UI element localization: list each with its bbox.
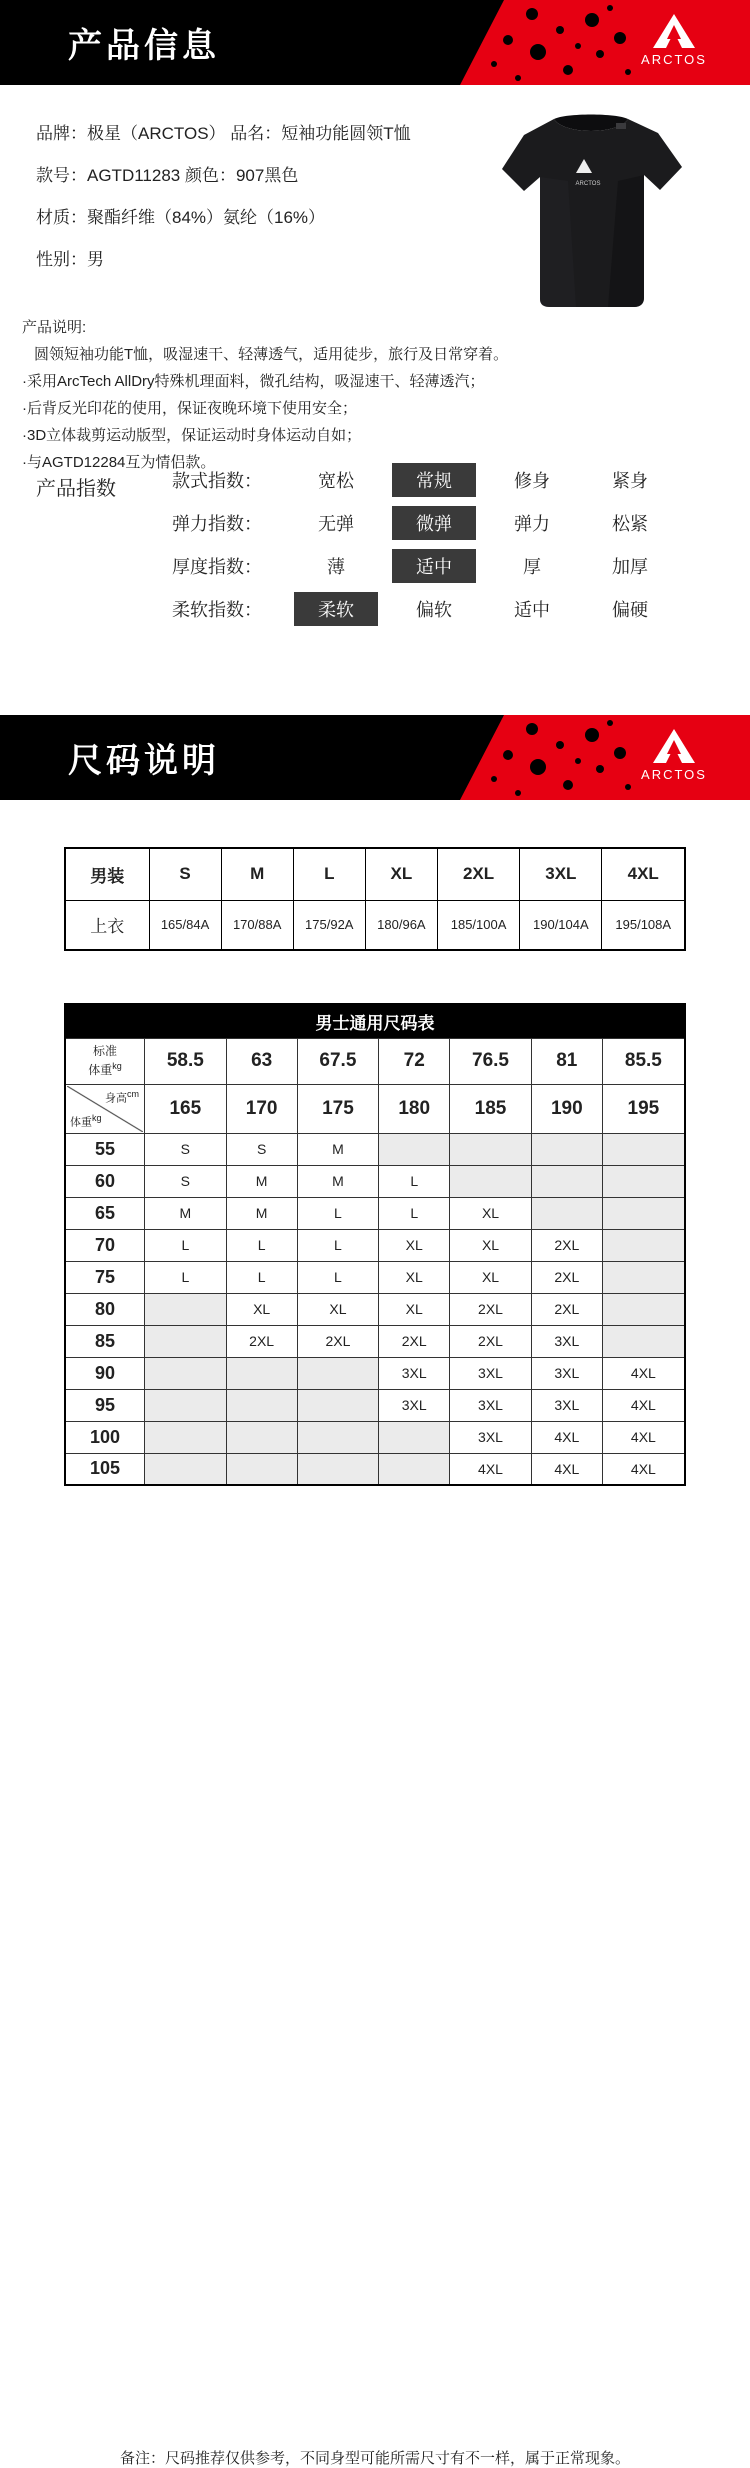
size-cell: L	[297, 1229, 379, 1261]
weight-label: 90	[65, 1357, 145, 1389]
arctos-logo-text-2: ARCTOS	[641, 767, 707, 782]
weight-label: 55	[65, 1133, 145, 1165]
size-cell: XL	[379, 1229, 450, 1261]
height-3: 175	[297, 1084, 379, 1133]
size-cell-empty	[145, 1325, 227, 1357]
size-cell: 3XL	[531, 1357, 602, 1389]
label-line1: 标准	[92, 1044, 117, 1058]
attr-model: 款号：AGTD11283 颜色：907黑色	[36, 166, 299, 185]
size-cell: 2XL	[297, 1325, 379, 1357]
height-5: 185	[450, 1084, 532, 1133]
size-cell-empty	[602, 1197, 685, 1229]
size-cell-empty	[602, 1293, 685, 1325]
std-weight-2: 63	[226, 1038, 297, 1084]
product-info-title: 产品信息	[68, 27, 220, 65]
arctos-logo-2	[624, 727, 724, 787]
index-option-selected: 适中	[392, 549, 476, 583]
size-info-banner	[0, 715, 750, 800]
size-cell-empty	[531, 1197, 602, 1229]
weight-label: 105	[65, 1453, 145, 1485]
indices-table	[172, 458, 686, 630]
size-cell: M	[297, 1165, 379, 1197]
indices-label: 产品指数	[36, 478, 116, 500]
size-cell: XL	[450, 1197, 532, 1229]
index-option-selected: 柔软	[294, 592, 378, 626]
weight-label: 70	[65, 1229, 145, 1261]
size-cell: 4XL	[450, 1453, 532, 1485]
index-row-softness	[172, 587, 686, 630]
size-cell: M	[226, 1197, 297, 1229]
table-row	[65, 1229, 685, 1261]
size-cell: XL	[379, 1261, 450, 1293]
height-7: 195	[602, 1084, 685, 1133]
table-row	[65, 1133, 685, 1165]
index-option: 无弹	[318, 513, 354, 534]
product-image	[466, 95, 716, 325]
size-cell-empty	[602, 1261, 685, 1293]
weight-label: 65	[65, 1197, 145, 1229]
axis-height-unit: cm	[127, 1088, 139, 1099]
axis-weight-label	[70, 1112, 102, 1130]
size-cell-empty	[379, 1421, 450, 1453]
size-cell: 2XL	[531, 1229, 602, 1261]
size-cell-empty	[145, 1421, 227, 1453]
th-men: 男装	[65, 848, 149, 900]
size-cell: L	[226, 1229, 297, 1261]
cell-size-3xl: 190/104A	[520, 900, 602, 950]
size-cell: S	[226, 1133, 297, 1165]
arctos-logo	[624, 12, 724, 72]
height-2: 170	[226, 1084, 297, 1133]
table-row	[65, 848, 685, 900]
description-line-3: ·后背反光印花的使用，保证夜晚环境下使用安全；	[22, 400, 357, 417]
product-info-banner	[0, 0, 750, 85]
size-cell: 2XL	[226, 1325, 297, 1357]
size-cell-empty	[297, 1421, 379, 1453]
size-cell: L	[379, 1165, 450, 1197]
size-cell-empty	[297, 1389, 379, 1421]
description-title: 产品说明:	[22, 319, 87, 336]
axis-corner-cell	[65, 1084, 145, 1133]
size-cell: 3XL	[531, 1389, 602, 1421]
size-cell-empty	[450, 1165, 532, 1197]
size-cell: XL	[226, 1293, 297, 1325]
size-chart-table	[64, 1003, 686, 1486]
index-option: 松紧	[612, 513, 648, 534]
size-cell: 3XL	[379, 1357, 450, 1389]
index-name-style: 款式指数：	[172, 470, 262, 491]
table-row	[65, 1038, 685, 1084]
size-info-title: 尺码说明	[68, 742, 220, 780]
size-cell: L	[297, 1261, 379, 1293]
axis-height-label	[105, 1088, 139, 1106]
size-cell-empty	[379, 1453, 450, 1485]
index-name-elasticity: 弹力指数：	[172, 513, 262, 534]
cell-size-m: 170/88A	[221, 900, 293, 950]
label-line2: 体重	[88, 1063, 113, 1077]
size-cell-empty	[297, 1357, 379, 1389]
label-unit: kg	[112, 1061, 122, 1071]
weight-label: 75	[65, 1261, 145, 1293]
std-weight-4: 72	[379, 1038, 450, 1084]
arctos-mark-icon	[651, 12, 697, 50]
size-cell: 4XL	[602, 1453, 685, 1485]
size-cell: 2XL	[531, 1261, 602, 1293]
size-table-basic	[64, 847, 686, 951]
axis-weight-text: 体重	[70, 1116, 92, 1129]
size-cell: 3XL	[450, 1357, 532, 1389]
std-weight-6: 81	[531, 1038, 602, 1084]
size-chart-caption: 男士通用尺码表	[65, 1004, 685, 1038]
size-cell-empty	[226, 1453, 297, 1485]
size-cell-empty	[602, 1165, 685, 1197]
std-weight-1: 58.5	[145, 1038, 227, 1084]
size-cell-empty	[297, 1453, 379, 1485]
size-cell: S	[145, 1165, 227, 1197]
index-option: 宽松	[318, 470, 354, 491]
attr-gender: 性别：男	[36, 250, 104, 269]
table-row	[65, 1421, 685, 1453]
index-option: 修身	[514, 470, 550, 491]
size-cell-empty	[602, 1325, 685, 1357]
table-row	[65, 1293, 685, 1325]
table-row	[65, 1165, 685, 1197]
size-cell: 3XL	[379, 1389, 450, 1421]
diagonal-divider	[67, 1086, 143, 1132]
size-cell-empty	[602, 1133, 685, 1165]
height-6: 190	[531, 1084, 602, 1133]
weight-label: 85	[65, 1325, 145, 1357]
size-cell: 4XL	[602, 1389, 685, 1421]
description-line-2: ·采用ArcTech AllDry特殊机理面料，微孔结构，吸湿速干、轻薄透汽；	[22, 373, 485, 390]
th-4xl: 4XL	[602, 848, 685, 900]
size-cell-empty	[531, 1165, 602, 1197]
size-cell-empty	[531, 1133, 602, 1165]
size-cell: L	[145, 1229, 227, 1261]
index-name-thickness: 厚度指数：	[172, 556, 262, 577]
product-info-section	[0, 85, 750, 620]
size-cell-empty	[226, 1421, 297, 1453]
std-weight-3: 67.5	[297, 1038, 379, 1084]
size-cell: 3XL	[450, 1389, 532, 1421]
size-chart-wrapper	[64, 1003, 686, 1486]
table-row	[65, 1453, 685, 1485]
attr-brand: 品牌：极星（ARCTOS） 品名：短袖功能圆领T恤	[36, 124, 411, 143]
height-4: 180	[379, 1084, 450, 1133]
size-cell: 4XL	[602, 1357, 685, 1389]
table-row	[65, 900, 685, 950]
weight-label: 80	[65, 1293, 145, 1325]
arctos-logo-text: ARCTOS	[641, 52, 707, 67]
size-cell: 4XL	[602, 1421, 685, 1453]
size-cell-empty	[602, 1229, 685, 1261]
height-1: 165	[145, 1084, 227, 1133]
size-cell-empty	[379, 1133, 450, 1165]
table-row	[65, 1389, 685, 1421]
th-2xl: 2XL	[437, 848, 519, 900]
cell-size-l: 175/92A	[293, 900, 365, 950]
cell-size-xl: 180/96A	[365, 900, 437, 950]
table-row	[65, 1084, 685, 1133]
size-cell: 4XL	[531, 1421, 602, 1453]
size-cell: XL	[450, 1261, 532, 1293]
weight-label: 60	[65, 1165, 145, 1197]
size-cell: 2XL	[450, 1293, 532, 1325]
index-option: 紧身	[612, 470, 648, 491]
svg-text:ARCTOS: ARCTOS	[575, 181, 601, 187]
size-cell-empty	[226, 1357, 297, 1389]
size-cell: 2XL	[531, 1293, 602, 1325]
cell-size-s: 165/84A	[149, 900, 221, 950]
cell-size-2xl: 185/100A	[437, 900, 519, 950]
size-cell: L	[297, 1197, 379, 1229]
size-cell: XL	[297, 1293, 379, 1325]
table-row	[65, 1357, 685, 1389]
product-attributes	[36, 113, 476, 281]
index-name-softness: 柔软指数：	[172, 599, 262, 620]
std-weight-7: 85.5	[602, 1038, 685, 1084]
index-option: 薄	[327, 556, 345, 577]
description-line-5: ·与AGTD12284互为情侣款。	[22, 454, 216, 471]
description-line-4: ·3D立体裁剪运动版型，保证运动时身体运动自如；	[22, 427, 362, 444]
index-row-style	[172, 458, 686, 501]
index-row-elasticity	[172, 501, 686, 544]
size-cell-empty	[145, 1453, 227, 1485]
th-l: L	[293, 848, 365, 900]
weight-label: 95	[65, 1389, 145, 1421]
size-cell: XL	[379, 1293, 450, 1325]
size-cell: M	[145, 1197, 227, 1229]
size-cell: 2XL	[379, 1325, 450, 1357]
table-row	[65, 1325, 685, 1357]
weight-label: 100	[65, 1421, 145, 1453]
attr-material: 材质：聚酯纤维（84%）氨纶（16%）	[36, 208, 326, 227]
index-option: 加厚	[612, 556, 648, 577]
size-cell: L	[145, 1261, 227, 1293]
axis-height-text: 身高	[105, 1092, 127, 1105]
product-description	[22, 315, 582, 476]
size-cell: 4XL	[531, 1453, 602, 1485]
std-weight-5: 76.5	[450, 1038, 532, 1084]
row-header-standard-weight	[65, 1038, 145, 1084]
size-chart-note: 备注：尺码推荐仅供参考，不同身型可能所需尺寸有不一样，属于正常现象。	[119, 2450, 630, 2467]
size-cell: S	[145, 1133, 227, 1165]
size-cell: 3XL	[450, 1421, 532, 1453]
row-label-top: 上衣	[65, 900, 149, 950]
table-row	[65, 1004, 685, 1038]
size-cell-empty	[450, 1133, 532, 1165]
index-option: 偏硬	[612, 599, 648, 620]
size-cell-empty	[145, 1357, 227, 1389]
description-line-1: 圆领短袖功能T恤，吸湿速干、轻薄透气，适用徒步，旅行及日常穿着。	[34, 346, 509, 363]
size-cell-empty	[226, 1389, 297, 1421]
index-option: 偏软	[416, 599, 452, 620]
index-row-thickness	[172, 544, 686, 587]
size-cell: XL	[450, 1229, 532, 1261]
table-row	[65, 1261, 685, 1293]
size-cell: M	[297, 1133, 379, 1165]
index-option-selected: 常规	[392, 463, 476, 497]
cell-size-4xl: 195/108A	[602, 900, 685, 950]
size-cell: L	[226, 1261, 297, 1293]
size-cell: 2XL	[450, 1325, 532, 1357]
size-cell: M	[226, 1165, 297, 1197]
size-cell-empty	[145, 1389, 227, 1421]
th-m: M	[221, 848, 293, 900]
index-option-selected: 微弹	[392, 506, 476, 540]
size-cell: L	[379, 1197, 450, 1229]
table-row	[65, 1197, 685, 1229]
size-cell: 3XL	[531, 1325, 602, 1357]
arctos-mark-icon-2	[651, 727, 697, 765]
th-xl: XL	[365, 848, 437, 900]
size-chart-body	[65, 1133, 685, 1485]
index-option: 适中	[514, 599, 550, 620]
index-option: 弹力	[514, 513, 550, 534]
th-3xl: 3XL	[520, 848, 602, 900]
index-option: 厚	[523, 556, 541, 577]
th-s: S	[149, 848, 221, 900]
tshirt-illustration-icon	[466, 95, 716, 325]
size-cell-empty	[145, 1293, 227, 1325]
axis-weight-unit: kg	[92, 1112, 102, 1123]
